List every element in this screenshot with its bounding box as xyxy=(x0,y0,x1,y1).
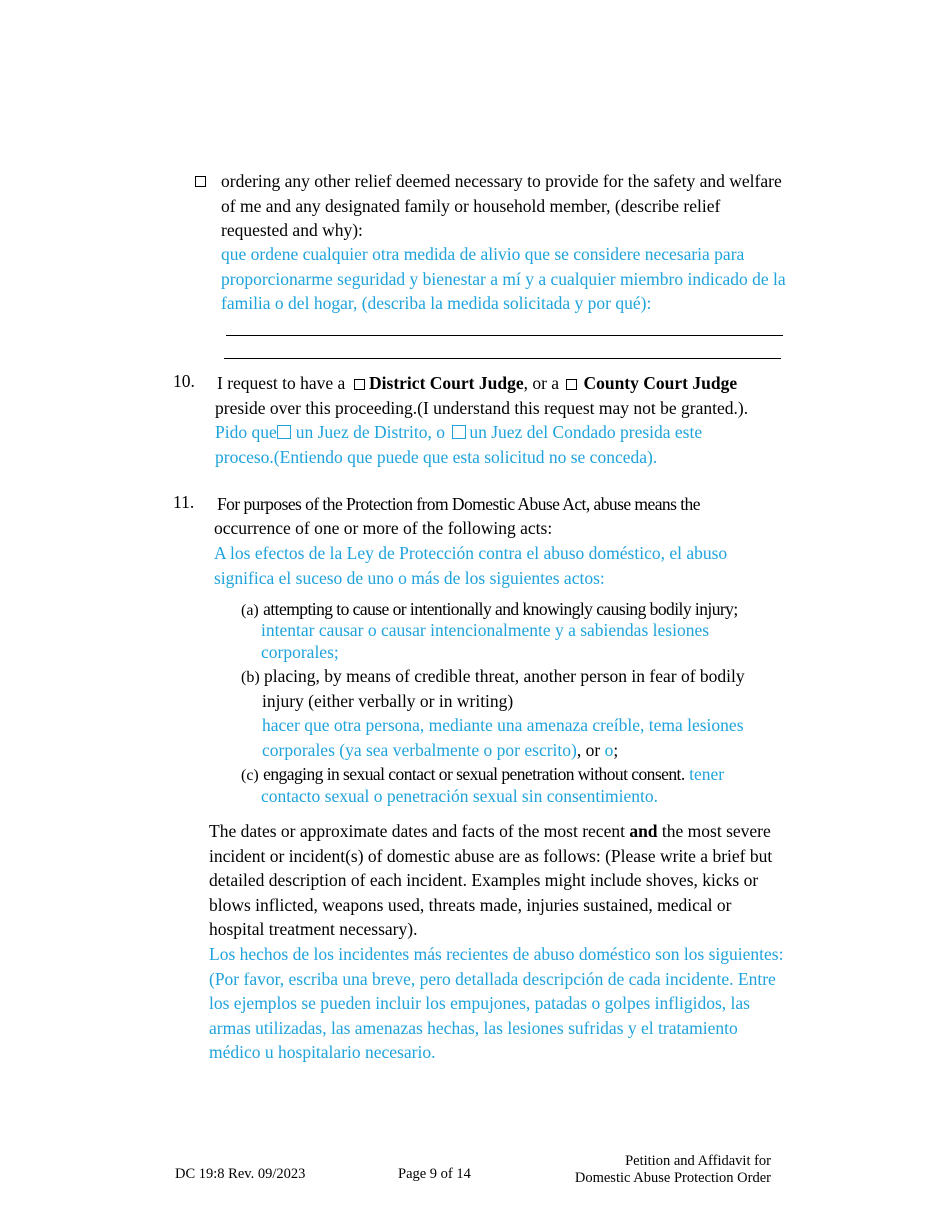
county-judge-checkbox-es[interactable] xyxy=(452,425,466,439)
district-judge-checkbox-es[interactable] xyxy=(277,425,291,439)
item-10-or-a: , or a xyxy=(523,373,560,393)
act-b xyxy=(241,664,745,691)
item-11-es: A los efectos de la Ley de Protección contra el abuso doméstico, el abuso significa el suceso de uno o más de los siguientes actos: xyxy=(214,543,728,588)
item-10-es-line xyxy=(215,420,702,445)
item-10-en-rest: preside over this proceeding.(I understand this request may not be granted.). xyxy=(215,398,749,418)
footer-title-line2: Domestic Abuse Protection Order xyxy=(574,1170,771,1186)
act-b-or-es: o xyxy=(604,740,614,760)
item-10-es-district: un Juez de Distrito, o xyxy=(295,422,445,442)
act-b-label: (b) xyxy=(241,669,260,686)
act-b-en-line1: placing, by means of credible threat, another person in fear of bodily xyxy=(264,666,745,686)
footer-title-line1: Petition and Affidavit for xyxy=(625,1153,771,1169)
item-10-lead: I request to have a xyxy=(217,373,346,393)
district-court-judge-label: District Court Judge xyxy=(369,373,524,393)
item-11-en-line2: occurrence of one or more of the following acts: xyxy=(214,518,553,538)
item-10-es-rest: proceso.(Entiendo que puede que esta solicitud no se conceda). xyxy=(215,447,658,467)
relief-answer-line-1[interactable] xyxy=(226,335,783,336)
act-b-es-line2-row xyxy=(262,738,618,763)
act-c-es-a: tener xyxy=(689,764,725,784)
item-10-number: 10. xyxy=(173,371,195,391)
county-court-judge-label: County Court Judge xyxy=(583,373,738,393)
footer-page-number: Page 9 of 14 xyxy=(398,1166,471,1182)
act-b-en-line2: injury (either verbally or in writing) xyxy=(262,691,514,711)
act-a-en: attempting to cause or intentionally and knowingly causing bodily injury; xyxy=(263,599,738,619)
act-c-en: engaging in sexual contact or sexual penetration without consent. xyxy=(263,764,685,784)
footer-form-id: DC 19:8 Rev. 09/2023 xyxy=(175,1166,306,1182)
act-b-or-en: , or xyxy=(576,740,601,760)
act-b-es-line1: hacer que otra persona, mediante una amenaza creíble, tema lesiones xyxy=(262,715,744,735)
act-b-es-line2: corporales (ya sea verbalmente o por escrito) xyxy=(262,740,577,760)
footer-title xyxy=(550,1153,771,1187)
act-c xyxy=(241,763,724,787)
act-a-label: (a) xyxy=(241,602,259,619)
item-10-es-lead: Pido que xyxy=(215,422,277,442)
county-court-judge-checkbox[interactable] xyxy=(566,379,577,390)
incidents-es: Los hechos de los incidentes más recientes de abuso doméstico son los siguientes: (Por favor, escriba una breve, pero detallada descripción de cada incidente. Entre los ejemplos se pueden incluir los empujones, patadas o golpes infligidos, las armas utilizadas, las amenazas hechas, las lesiones sufridas y el tratamiento médico u hospitalario necesario. xyxy=(209,944,784,1063)
district-court-judge-checkbox[interactable] xyxy=(354,379,365,390)
act-c-es-b: contacto sexual o penetración sexual sin consentimiento. xyxy=(261,786,659,806)
incidents-en-b: the most severe incident or incident(s) of domestic abuse are as follows: (Please write a brief but detailed description of each incident. Examples might include shoves, kicks or blows inflicted, weapons used, threats made, injuries sustained, medical or hospital treatment necessary). xyxy=(209,821,773,940)
relief-answer-line-2[interactable] xyxy=(224,358,781,359)
incidents-en xyxy=(209,819,784,942)
item-11-en-line1: For purposes of the Protection from Domestic Abuse Act, abuse means the xyxy=(217,494,700,514)
other-relief-checkbox[interactable] xyxy=(195,176,206,187)
incidents-en-and: and xyxy=(629,821,658,841)
act-a-es: intentar causar o causar intencionalmente y a sabiendas lesiones corporales; xyxy=(261,620,710,662)
incidents-en-a: The dates or approximate dates and facts of the most recent xyxy=(209,821,625,841)
other-relief-en: ordering any other relief deemed necessary to provide for the safety and welfare of me and any designated family or household member, (describe relief requested and why): xyxy=(221,171,782,241)
item-10-es-county: un Juez del Condado presida este xyxy=(469,422,703,442)
act-b-semicolon: ; xyxy=(613,740,619,760)
other-relief-es: que ordene cualquier otra medida de alivio que se considere necesaria para proporcionarme seguridad y bienestar a mí y a cualquier miembro indicado de la familia o del hogar, (describa la medida solicitada y por qué): xyxy=(221,244,786,314)
item-11-number: 11. xyxy=(173,492,195,512)
act-c-label: (c) xyxy=(241,767,259,784)
item-10-request-line xyxy=(217,371,737,396)
